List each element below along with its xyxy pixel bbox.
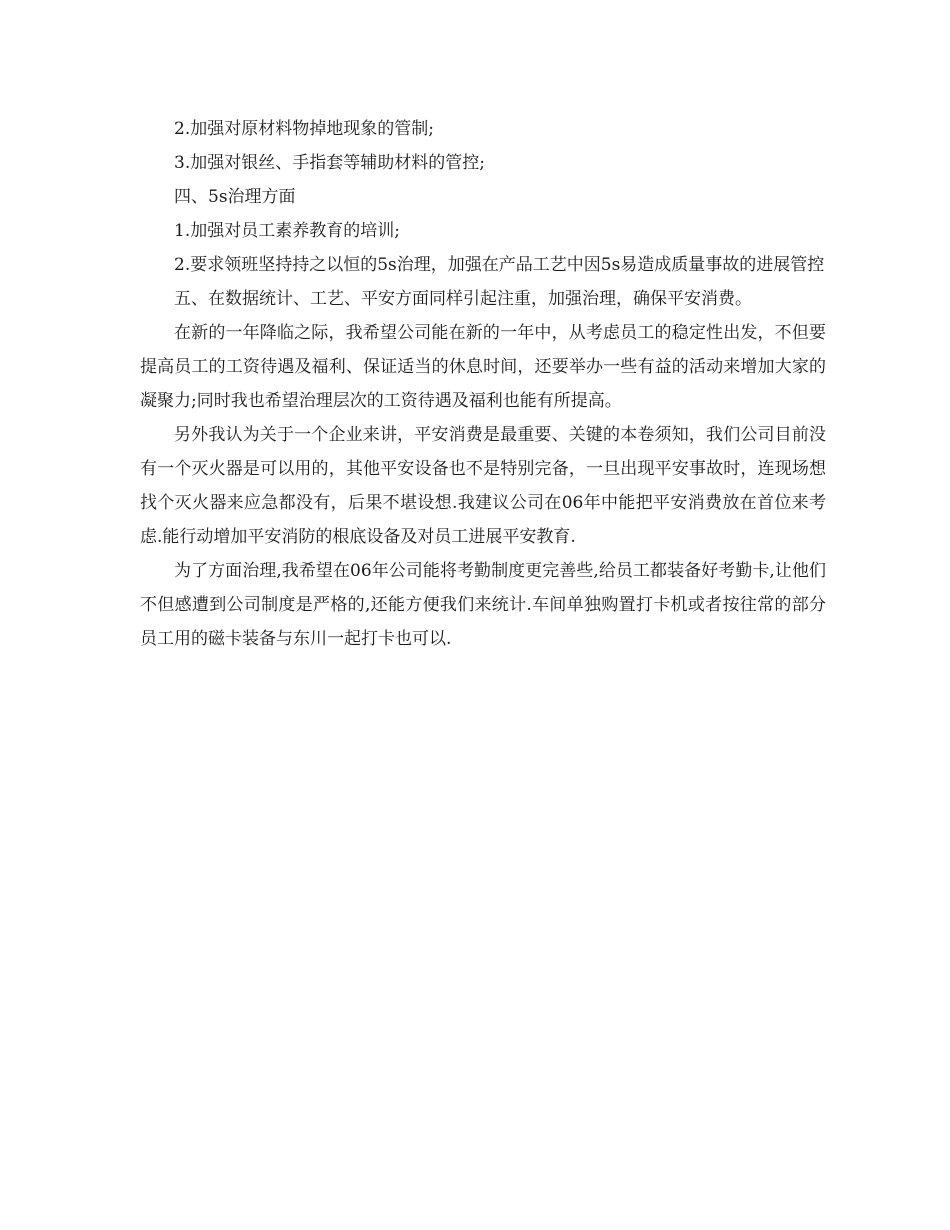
paragraph-staff-training: 1.加强对员工素养教育的培训;: [174, 221, 400, 241]
paragraph-attendance-system: 为了方面治理,我希望在06年公司能将考勤制度更完善些,给员工都装备好考勤卡,让他们不但感遭到公司制度是严格的,还能方便我们来统计.车间单独购置打卡机或者按往常的部分员工用的磁卡装备与东川一起打卡也可以.: [140, 561, 826, 649]
document-body: [140, 112, 826, 656]
paragraph-auxiliary-materials: 3.加强对银丝、手指套等辅助材料的管控;: [174, 153, 485, 173]
section-heading-safety: 五、在数据统计、工艺、平安方面同样引起注重，加强治理，确保平安消费。: [174, 289, 752, 309]
paragraph-safety-equipment: 另外我认为关于一个企业来讲，平安消费是最重要、关键的本卷须知，我们公司目前没有一个灭火器是可以用的，其他平安设备也不是特别完备，一旦出现平安事故时，连现场想找个灭火器来应急都没有，后果不堪设想.我建议公司在06年中能把平安消费放在首位来考虑.能行动增加平安消防的根底设备及对员工进展平安教育.: [140, 425, 826, 547]
paragraph-5s-management: 2.要求领班坚持持之以恒的5s治理，加强在产品工艺中因5s易造成质量事故的进展管控: [174, 255, 825, 275]
paragraph-material-drop: 2.加强对原材料物掉地现象的管制;: [174, 119, 434, 139]
paragraph-new-year-hopes: 在新的一年降临之际，我希望公司能在新的一年中，从考虑员工的稳定性出发，不但要提高员工的工资待遇及福利、保证适当的休息时间，还要举办一些有益的活动来增加大家的凝聚力;同时我也希望治理层次的工资待遇及福利也能有所提高。: [140, 323, 826, 411]
section-heading-5s: 四、5s治理方面: [174, 187, 296, 207]
